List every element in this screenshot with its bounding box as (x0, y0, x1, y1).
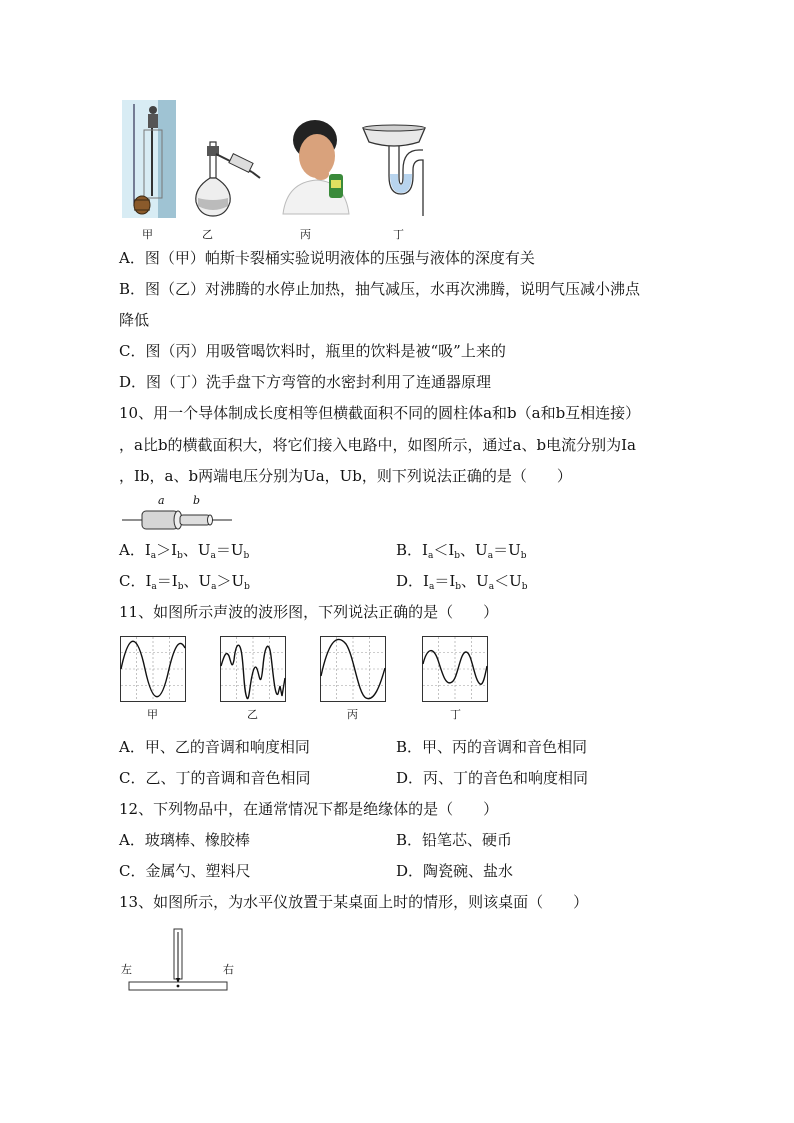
boiling-flask-figure (190, 140, 262, 218)
q9-option-c[interactable]: C．图（丙）用吸管喝饮料时，瓶里的饮料是被“吸”上来的 (119, 342, 506, 360)
waveform-label-yi: 乙 (247, 708, 258, 721)
waveform-bing (320, 636, 386, 702)
q11-option-d[interactable]: D．丙、丁的音色和响度相同 (396, 769, 589, 787)
figure-label-jia: 甲 (142, 228, 153, 241)
q12-stem: 12、下列物品中，在通常情况下都是绝缘体的是（ ） (119, 800, 499, 818)
level-label-left: 左 (121, 963, 132, 976)
q13-stem: 13、如图所示，为水平仪放置于某桌面上时的情形，则该桌面（ ） (119, 893, 589, 911)
sink-trap-figure (361, 124, 427, 216)
q10-option-a[interactable]: A．$I_a>I_b$、$U_a=U_b$ (119, 541, 250, 561)
conductor-label-b: b (193, 494, 201, 507)
waveform-ding (422, 636, 488, 702)
q10-option-d[interactable]: D．$I_a=I_b$、$U_a<U_b$ (396, 572, 528, 592)
q11-option-b[interactable]: B．甲、丙的音调和音色相同 (396, 738, 588, 756)
q12-option-c[interactable]: C．金属勺、塑料尺 (119, 862, 251, 880)
waveform-label-ding: 丁 (450, 708, 461, 721)
q12-option-a[interactable]: A．玻璃棒、橡胶棒 (119, 831, 250, 849)
q10-stem-line-2: ，a比b的横截面积大，将它们接入电路中，如图所示，通过a、b电流分别为Ia (119, 436, 636, 454)
q11-stem: 11、如图所示声波的波形图，下列说法正确的是（ ） (119, 603, 499, 621)
q12-option-b[interactable]: B．铅笔芯、硬币 (396, 831, 513, 849)
boy-drinking-figure (277, 116, 351, 214)
pascal-barrel-figure (122, 100, 176, 218)
q11-option-a[interactable]: A．甲、乙的音调和响度相同 (119, 738, 310, 756)
waveform-label-bing: 丙 (347, 708, 358, 721)
q10-stem-line-1: 10、用一个导体制成长度相等但横截面积不同的圆柱体a和b（a和b互相连接） (119, 404, 641, 422)
q9-option-b[interactable]: B．图（乙）对沸腾的水停止加热，抽气减压，水再次沸腾，说明气压减小沸点 (119, 280, 641, 298)
waveform-label-jia: 甲 (147, 708, 158, 721)
q11-option-c[interactable]: C．乙、丁的音调和音色相同 (119, 769, 311, 787)
conductor-ab-figure (122, 505, 232, 535)
waveform-jia (120, 636, 186, 702)
figure-label-yi: 乙 (202, 228, 213, 241)
figure-label-bing: 丙 (300, 228, 311, 241)
level-label-right: 右 (223, 963, 234, 976)
figure-label-ding: 丁 (393, 228, 404, 241)
q10-option-c[interactable]: C．$I_a=I_b$、$U_a>U_b$ (119, 572, 250, 592)
q12-option-d[interactable]: D．陶瓷碗、盐水 (396, 862, 514, 880)
q9-option-d[interactable]: D．图（丁）洗手盘下方弯管的水密封利用了连通器原理 (119, 373, 492, 391)
q10-option-b[interactable]: B．$I_a<I_b$、$U_a=U_b$ (396, 541, 527, 561)
q9-option-a[interactable]: A．图（甲）帕斯卡裂桶实验说明液体的压强与液体的深度有关 (119, 249, 535, 267)
q9-option-b-continued: 降低 (119, 311, 150, 329)
q10-stem-line-3: ，Ib，a、b两端电压分别为Ua，Ub，则下列说法正确的是（ ） (119, 467, 572, 485)
waveform-yi (220, 636, 286, 702)
conductor-label-a: a (158, 494, 165, 507)
level-instrument-figure (128, 928, 228, 992)
